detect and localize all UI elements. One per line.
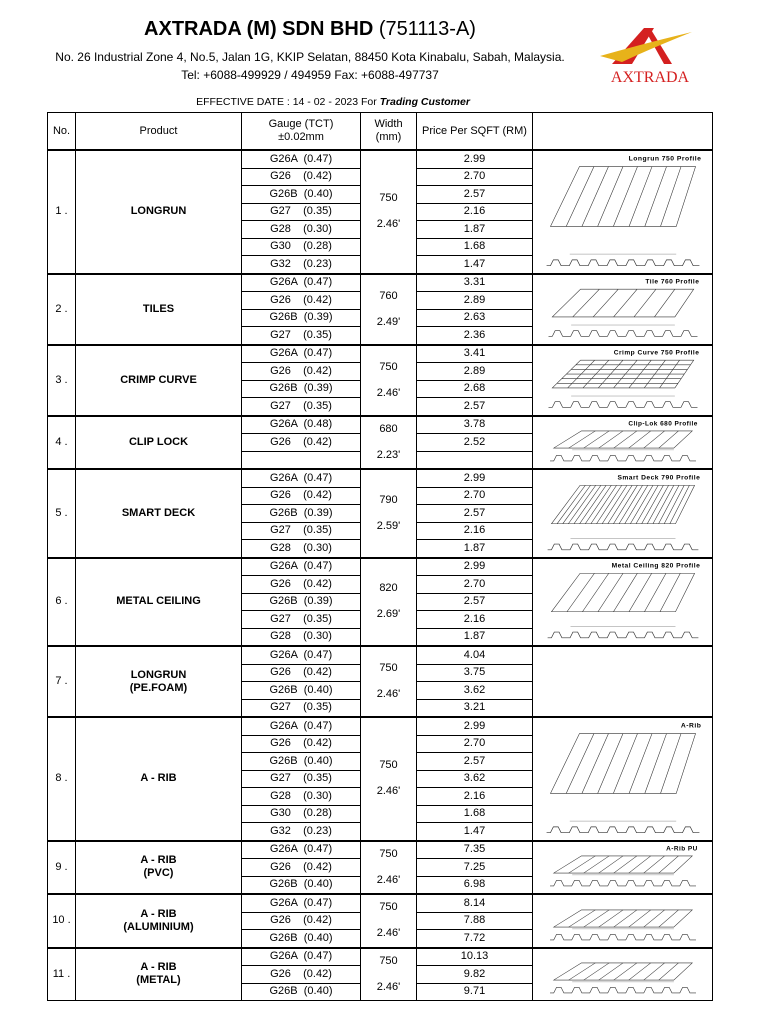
price-cell: 7.35 (417, 841, 533, 859)
gauge-cell: G26B (0.40) (242, 983, 361, 1001)
price-cell: 2.57 (417, 398, 533, 416)
col-no: No. (48, 113, 76, 151)
col-product: Product (76, 113, 242, 151)
profile-label: A-Rib PU (665, 845, 698, 853)
gauge-cell: G26B (0.39) (242, 380, 361, 398)
gauge-cell (242, 451, 361, 469)
product-name: SMART DECK (76, 469, 242, 558)
product-name: A - RIB (76, 717, 242, 841)
company-address: No. 26 Industrial Zone 4, No.5, Jalan 1G, KKIP Selatan, 88450 Kota Kinabalu, Sabah, Malaysia. (55, 50, 565, 64)
price-cell: 2.57 (417, 505, 533, 523)
profile-drawing (538, 418, 708, 467)
product-no: 11 . (48, 948, 76, 1001)
product-no: 3 . (48, 345, 76, 416)
gauge-cell: G26A (0.47) (242, 558, 361, 576)
price-cell: 1.87 (417, 540, 533, 558)
price-cell: 3.21 (417, 699, 533, 717)
profile-drawing (538, 560, 708, 644)
table-row (48, 416, 713, 434)
price-cell: 2.16 (417, 203, 533, 221)
gauge-cell: G26B (0.40) (242, 876, 361, 894)
product-no: 2 . (48, 274, 76, 345)
profile-cell (533, 558, 713, 647)
gauge-cell: G26B (0.40) (242, 753, 361, 771)
width-cell: 750 2.46' (361, 646, 417, 717)
company-contact: Tel: +6088-499929 / 494959 Fax: +6088-497737 (181, 68, 439, 82)
gauge-cell: G26 (0.42) (242, 576, 361, 594)
gauge-cell: G32 (0.23) (242, 256, 361, 274)
gauge-cell: G26 (0.42) (242, 434, 361, 452)
profile-cell (533, 150, 713, 274)
gauge-cell: G26A (0.47) (242, 717, 361, 735)
table-header-row (48, 113, 713, 151)
gauge-cell: G30 (0.28) (242, 238, 361, 256)
price-cell: 9.71 (417, 983, 533, 1001)
logo-text: AXTRADA (610, 69, 690, 86)
width-cell: 750 2.46' (361, 345, 417, 416)
product-no: 1 . (48, 150, 76, 274)
product-name: TILES (76, 274, 242, 345)
gauge-cell: G27 (0.35) (242, 203, 361, 221)
price-cell: 2.99 (417, 717, 533, 735)
col-gauge: Gauge (TCT) ±0.02mm (242, 113, 361, 151)
price-cell: 2.16 (417, 611, 533, 629)
profile-cell (533, 841, 713, 895)
profile-drawing (538, 950, 708, 999)
profile-cell (533, 646, 713, 717)
gauge-cell: G26B (0.39) (242, 505, 361, 523)
price-cell: 2.99 (417, 150, 533, 168)
price-cell: 7.88 (417, 912, 533, 930)
gauge-cell: G27 (0.35) (242, 398, 361, 416)
price-cell: 7.72 (417, 930, 533, 948)
price-cell: 2.70 (417, 576, 533, 594)
effective-label: EFFECTIVE DATE : 14 - 02 - 2023 For (196, 96, 377, 108)
width-cell: 750 2.46' (361, 150, 417, 274)
gauge-cell: G26A (0.47) (242, 646, 361, 664)
price-cell: 1.87 (417, 628, 533, 646)
table-row (48, 841, 713, 859)
profile-drawing (538, 276, 708, 342)
product-name: LONGRUN (76, 150, 242, 274)
profile-label: Clip-Lok 680 Profile (627, 420, 698, 428)
profile-label: Tile 760 Profile (644, 278, 699, 286)
product-no: 7 . (48, 646, 76, 717)
price-cell: 2.16 (417, 788, 533, 806)
price-cell: 3.31 (417, 274, 533, 292)
price-table (47, 112, 713, 1001)
company-reg: (751113-A) (378, 18, 476, 40)
document-header (0, 0, 768, 112)
gauge-cell: G26 (0.42) (242, 664, 361, 682)
gauge-cell: G32 (0.23) (242, 823, 361, 841)
profile-cell (533, 717, 713, 841)
gauge-cell: G26A (0.47) (242, 894, 361, 912)
width-cell: 750 2.46' (361, 841, 417, 895)
price-cell: 2.36 (417, 327, 533, 345)
table-body (48, 150, 713, 1001)
price-cell: 9.82 (417, 966, 533, 984)
profile-cell (533, 416, 713, 470)
gauge-cell: G30 (0.28) (242, 805, 361, 823)
profile-cell (533, 948, 713, 1001)
gauge-cell: G26B (0.39) (242, 593, 361, 611)
gauge-cell: G28 (0.30) (242, 628, 361, 646)
product-name: CRIMP CURVE (76, 345, 242, 416)
profile-cell (533, 274, 713, 345)
profile-cell (533, 345, 713, 416)
price-cell: 2.16 (417, 522, 533, 540)
gauge-cell: G26 (0.42) (242, 168, 361, 186)
product-no: 8 . (48, 717, 76, 841)
table-row (48, 948, 713, 966)
table-row (48, 894, 713, 912)
product-name: METAL CEILING (76, 558, 242, 647)
table-row (48, 469, 713, 487)
product-no: 9 . (48, 841, 76, 895)
profile-drawing (538, 472, 708, 556)
gauge-cell: G28 (0.30) (242, 540, 361, 558)
profile-label: A-Rib (680, 722, 701, 730)
gauge-cell: G27 (0.35) (242, 611, 361, 629)
product-name: A - RIB (PVC) (76, 841, 242, 895)
gauge-cell: G27 (0.35) (242, 699, 361, 717)
price-cell: 3.62 (417, 770, 533, 788)
effective-for: Trading Customer (379, 96, 470, 108)
width-cell: 820 2.69' (361, 558, 417, 647)
width-cell: 790 2.59' (361, 469, 417, 558)
gauge-cell: G26 (0.42) (242, 487, 361, 505)
product-no: 5 . (48, 469, 76, 558)
width-cell: 750 2.46' (361, 717, 417, 841)
gauge-cell: G26 (0.42) (242, 735, 361, 753)
col-price: Price Per SQFT (RM) (417, 113, 533, 151)
price-cell: 2.52 (417, 434, 533, 452)
price-cell: 2.70 (417, 735, 533, 753)
price-cell: 2.68 (417, 380, 533, 398)
price-cell: 2.57 (417, 753, 533, 771)
profile-cell (533, 894, 713, 948)
gauge-cell: G26A (0.47) (242, 469, 361, 487)
price-cell: 10.13 (417, 948, 533, 966)
width-cell: 760 2.49' (361, 274, 417, 345)
table-row (48, 345, 713, 363)
price-cell: 3.41 (417, 345, 533, 363)
col-profile (533, 113, 713, 151)
price-cell: 1.47 (417, 823, 533, 841)
gauge-cell: G26 (0.42) (242, 859, 361, 877)
width-cell: 680 2.23' (361, 416, 417, 470)
price-cell: 1.68 (417, 238, 533, 256)
profile-label: Metal Ceiling 820 Profile (611, 562, 700, 570)
price-cell: 8.14 (417, 894, 533, 912)
price-cell: 1.87 (417, 221, 533, 239)
price-cell: 1.68 (417, 805, 533, 823)
price-cell: 2.57 (417, 593, 533, 611)
price-cell: 3.75 (417, 664, 533, 682)
price-cell: 3.78 (417, 416, 533, 434)
gauge-cell: G26A (0.47) (242, 150, 361, 168)
company-title (0, 18, 620, 41)
price-cell: 2.89 (417, 363, 533, 381)
product-no: 10 . (48, 894, 76, 948)
profile-drawing (538, 347, 708, 413)
gauge-cell: G26A (0.48) (242, 416, 361, 434)
profile-drawing (538, 843, 708, 892)
gauge-cell: G26B (0.40) (242, 682, 361, 700)
profile-drawing (538, 897, 708, 946)
profile-drawing (538, 720, 708, 839)
col-width: Width (mm) (361, 113, 417, 151)
product-no: 4 . (48, 416, 76, 470)
gauge-cell: G26A (0.47) (242, 948, 361, 966)
axtrada-logo (592, 22, 708, 88)
price-cell: 7.25 (417, 859, 533, 877)
table-row (48, 646, 713, 664)
profile-label: Crimp Curve 750 Profile (613, 349, 699, 357)
price-cell: 2.70 (417, 168, 533, 186)
width-cell: 750 2.46' (361, 894, 417, 948)
effective-date (48, 96, 618, 108)
gauge-cell: G26 (0.42) (242, 912, 361, 930)
price-cell: 3.62 (417, 682, 533, 700)
gauge-cell: G26 (0.42) (242, 292, 361, 310)
price-cell: 4.04 (417, 646, 533, 664)
price-cell: 6.98 (417, 876, 533, 894)
gauge-cell: G26 (0.42) (242, 363, 361, 381)
gauge-cell: G26B (0.40) (242, 186, 361, 204)
gauge-cell: G28 (0.30) (242, 221, 361, 239)
table-row (48, 717, 713, 735)
product-name: A - RIB (METAL) (76, 948, 242, 1001)
table-row (48, 274, 713, 292)
gauge-cell: G26B (0.40) (242, 930, 361, 948)
table-row (48, 150, 713, 168)
price-cell: 2.99 (417, 469, 533, 487)
price-cell: 1.47 (417, 256, 533, 274)
price-cell: 2.63 (417, 309, 533, 327)
gauge-cell: G26 (0.42) (242, 966, 361, 984)
profile-label: Smart Deck 790 Profile (616, 474, 700, 482)
company-name: AXTRADA (M) SDN BHD (144, 18, 374, 40)
gauge-cell: G27 (0.35) (242, 327, 361, 345)
product-no: 6 . (48, 558, 76, 647)
price-cell: 2.57 (417, 186, 533, 204)
gauge-cell: G26B (0.39) (242, 309, 361, 327)
gauge-cell: G27 (0.35) (242, 522, 361, 540)
product-name: LONGRUN (PE.FOAM) (76, 646, 242, 717)
gauge-cell: G26A (0.47) (242, 841, 361, 859)
gauge-cell: G28 (0.30) (242, 788, 361, 806)
table-row (48, 558, 713, 576)
gauge-cell: G26A (0.47) (242, 274, 361, 292)
price-cell (417, 451, 533, 469)
product-name: A - RIB (ALUMINIUM) (76, 894, 242, 948)
profile-label: Longrun 750 Profile (628, 155, 701, 163)
product-name: CLIP LOCK (76, 416, 242, 470)
width-cell: 750 2.46' (361, 948, 417, 1001)
price-cell: 2.89 (417, 292, 533, 310)
profile-drawing (538, 153, 708, 272)
gauge-cell: G26A (0.47) (242, 345, 361, 363)
profile-cell (533, 469, 713, 558)
gauge-cell: G27 (0.35) (242, 770, 361, 788)
price-cell: 2.70 (417, 487, 533, 505)
price-cell: 2.99 (417, 558, 533, 576)
